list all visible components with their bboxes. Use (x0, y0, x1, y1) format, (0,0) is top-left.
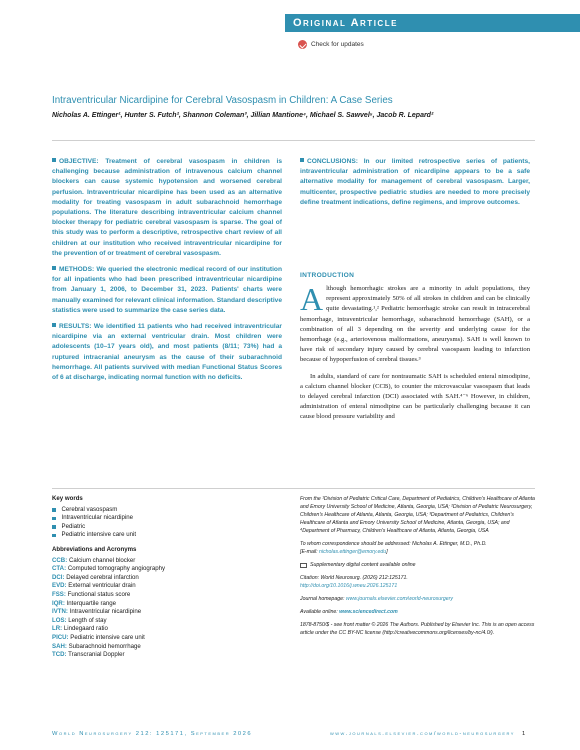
article-type-banner: Original Article (285, 14, 580, 32)
author-list: Nicholas A. Ettinger¹, Hunter S. Futch², Shannon Coleman³, Jillian Mantione⁴, Michael S. Sawvel⁵, Jacob R. Lepard² (52, 112, 434, 119)
abbreviation-key: FSS: (52, 590, 66, 598)
license-text: 1878-8750/$ - see front matter © 2026 The Authors. Published by Elsevier Inc. This is an open access article under the CC BY-NC license (http://creativecommons.org/licenses/by-nc/4.0/). (300, 622, 535, 636)
page-number: 1 (522, 731, 526, 737)
bullet-icon (52, 323, 56, 327)
keyword-item (52, 506, 272, 515)
keyword-item (52, 514, 272, 523)
abbreviation-value: Calcium channel blocker (68, 556, 136, 564)
abbreviation-value: Lindegaard ratio (63, 625, 108, 633)
bullet-icon (52, 517, 56, 521)
bullet-icon (52, 525, 56, 529)
bullet-icon (52, 534, 56, 538)
abbreviations-panel (52, 546, 272, 660)
conclusions-label: CONCLUSIONS: (307, 158, 358, 165)
abbreviation-item (52, 582, 272, 591)
check-updates-icon (298, 40, 307, 49)
bullet-icon (300, 158, 304, 162)
supplementary-line (300, 561, 535, 569)
abbreviation-item (52, 600, 272, 609)
intro-paragraph-2: In adults, standard of care for nontraumatic SAH is scheduled enteral nimodipine, a calcium channel blocker (CCB), to counter the microvascular vasospasm that leads to delayed cerebral infarction (DCI) associated with SAH.⁴⁻⁶ However, in children, administration of enteral nimodipine can be particularly challenging because it can cause blood pressure variability and (300, 372, 530, 421)
bullet-icon (52, 508, 56, 512)
abbreviation-item (52, 625, 272, 634)
objective-label: OBJECTIVE: (59, 158, 99, 165)
abbreviation-key: SAH: (52, 642, 67, 650)
abbreviation-item (52, 651, 272, 660)
abbreviation-key: LR: (52, 625, 63, 633)
available-line (300, 608, 535, 616)
article-title: Intraventricular Nicardipine for Cerebral Vasospasm in Children: A Case Series (52, 95, 393, 106)
abbreviation-value: Interquartile range (66, 599, 117, 607)
keywords-heading: Key words (52, 495, 83, 502)
email-label: [E-mail: (300, 549, 320, 555)
keyword-item (52, 523, 272, 532)
keyword-text: Intraventricular nicardipine (61, 514, 133, 522)
objective-text: Treatment of cerebral vasospasm in children is challenging because administration of intravenous calcium channel blockers can cause systemic hypotension and worsened cerebral perfusion. Intraventricular nicardipine has been used as an alternative modality for treating vasospasm in adult subarachnoid hemorrhage populations. The literature describing intraventricular calcium channel blocker therapy for pediatric cerebral vasospasm is sparse. The goal of this study was to perform a descriptive, retrospective chart review of all children at our institution who received intraventricular nicardipine for the prevention of or treatment of cerebral vasospasm. (52, 158, 282, 257)
methods-text: We queried the electronic medical record of our institution for all inpatients who had been prescribed intraventricular nicardipine from January 1, 2006, to December 31, 2023. Patients' charts were manually examined for relevant clinical information. Standard descriptive statistics were used to summarize the case series data. (52, 266, 282, 314)
bullet-icon (52, 158, 56, 162)
results-text: We identified 11 patients who had received intraventricular nicardipine via an external ventricular drain. Most children were adolescents (10–17 years old), and most patients (8/11; 73%) had a ruptured intracranial aneurysm as the cause of their subarachnoid hemorrhage. All patients survived with median Functional Status Scores of 6 at discharge, indicating normal function with no deficits. (52, 323, 282, 382)
citation-text: Citation: World Neurosurg. (2026) 212:125171. (300, 575, 408, 581)
keywords-list (52, 506, 272, 540)
abbreviation-item (52, 565, 272, 574)
keyword-item (52, 531, 272, 540)
abbreviation-item (52, 574, 272, 583)
abbreviation-item (52, 608, 272, 617)
abbreviation-value: Functional status score (67, 590, 131, 598)
abbreviation-value: Transcranial Doppler (68, 651, 125, 659)
abbreviation-value: Delayed cerebral infarction (66, 573, 139, 581)
abbreviation-key: CCB: (52, 556, 68, 564)
abstract-right-column (300, 157, 530, 214)
abbreviation-key: IQR: (52, 599, 65, 607)
abbreviation-value: Pediatric intensive care unit (70, 633, 145, 641)
abbreviation-value: External ventricular drain (68, 582, 136, 590)
abbreviation-item (52, 617, 272, 626)
abbreviation-key: TCD: (52, 651, 67, 659)
available-label: Available online: (300, 609, 340, 615)
doi-link[interactable]: http://doi.org/10.1016/j.wneu.2026.125171 (300, 583, 398, 589)
divider (52, 140, 535, 141)
methods-label: METHODS: (59, 266, 95, 274)
abbreviation-key: IVTN: (52, 608, 68, 616)
affiliations-panel (300, 495, 535, 637)
abbreviation-item (52, 557, 272, 566)
sciencedirect-link[interactable]: www.sciencedirect.com (339, 609, 398, 615)
homepage-label: Journal homepage: (300, 596, 346, 602)
affiliation-text: From the ¹Division of Pediatric Critical Care, Department of Pediatrics, Children's Healthcare of Atlanta and Emory University School of Medicine, Atlanta, Georgia, USA; ²Division of Pediatric Neurosurgery, Children's Healthcare of Atlanta, Atlanta, Georgia, USA; ³Department of Pediatrics, Children's Healthcare of Atlanta and Emory University School of Medicine, Atlanta, Georgia, USA; and ⁴Department of Pharmacy, Children's Healthcare of Atlanta, Atlanta, Georgia, USA (300, 496, 535, 534)
supplementary-text: Supplementary digital content available online (310, 562, 416, 568)
abbreviations-heading: Abbreviations and Acronyms (52, 545, 137, 553)
keyword-text: Cerebral vasospasm (61, 505, 118, 513)
abbreviation-item (52, 643, 272, 652)
email-line (300, 548, 535, 556)
abbreviation-value: Subarachnoid hemorrhage (68, 642, 141, 650)
abbreviation-key: EVD: (52, 582, 67, 590)
abbreviation-key: CTA: (52, 565, 67, 573)
email-end: ] (386, 549, 388, 555)
keyword-text: Pediatric intensive care unit (61, 531, 137, 539)
intro-paragraph-1: lthough hemorrhagic strokes are a minority in adult populations, they represent approximately 50% of all strokes in children and can be clinically quite devastating.¹,² Pediatric hemorrhagic stroke can result in intracerebral hemorrhage, intraventricular hemorrhage, subarachnoid hemorrhage (SAH), or a combination of all 3 depending on the severity and underlying cause for the hemorrhage (e.g., arteriovenous malformations, aneurysms). SAH is well known to have risk of secondary injury caused by cerebral vasospasm leading to infarction because of hypoperfusion of cerebral tissues.³ (300, 285, 530, 364)
abstract-left-column (52, 157, 282, 389)
abstract-methods (52, 265, 282, 316)
abstract-objective (52, 157, 282, 259)
page-footer (0, 731, 580, 743)
abbreviation-value: Length of stay (68, 616, 107, 624)
footer-url[interactable]: www.journals.elsevier.com/world-neurosurgery (330, 731, 515, 737)
abbreviation-item (52, 591, 272, 600)
check-for-updates-button[interactable] (298, 40, 364, 49)
footer-journal: World Neurosurgery 212: 125171, September 2026 (52, 731, 253, 737)
abbreviation-value: Computed tomography angiography (67, 565, 166, 573)
check-updates-label: Check for updates (311, 41, 364, 48)
abbreviation-key: DCI: (52, 573, 65, 581)
homepage-line (300, 595, 535, 603)
correspondence-text: To whom correspondence should be addressed: Nicholas A. Ettinger, M.D., Ph.D. (300, 541, 487, 547)
bullet-icon (52, 266, 56, 270)
abstract-results (52, 322, 282, 383)
introduction-heading: INTRODUCTION (300, 272, 355, 279)
keyword-text: Pediatric (61, 522, 86, 530)
introduction-body (300, 281, 530, 429)
results-label: RESULTS: (59, 323, 92, 331)
abbreviation-key: LOS: (52, 616, 67, 624)
abbreviation-item (52, 634, 272, 643)
abbreviations-list (52, 557, 272, 660)
email-link[interactable]: nicholas.ettinger@emory.edu (319, 549, 387, 555)
divider (52, 488, 535, 489)
supplementary-icon (300, 563, 307, 568)
abbreviation-value: Intraventricular nicardipine (69, 608, 142, 616)
homepage-link[interactable]: www.journals.elsevier.com/world-neurosurgery (345, 596, 453, 602)
abbreviation-key: PICU: (52, 633, 69, 641)
keywords-panel (52, 495, 272, 660)
drop-cap: A (300, 281, 324, 317)
conclusions-text: In our limited retrospective series of patients, intraventricular administration of nicardipine appears to be a safe alternative modality for management of cerebral vasospasm. Larger, multicenter, prospective pediatric studies are needed to more precisely define treatment indications, define regimens, and improve outcomes. (300, 158, 530, 206)
abstract-conclusions (300, 157, 530, 208)
